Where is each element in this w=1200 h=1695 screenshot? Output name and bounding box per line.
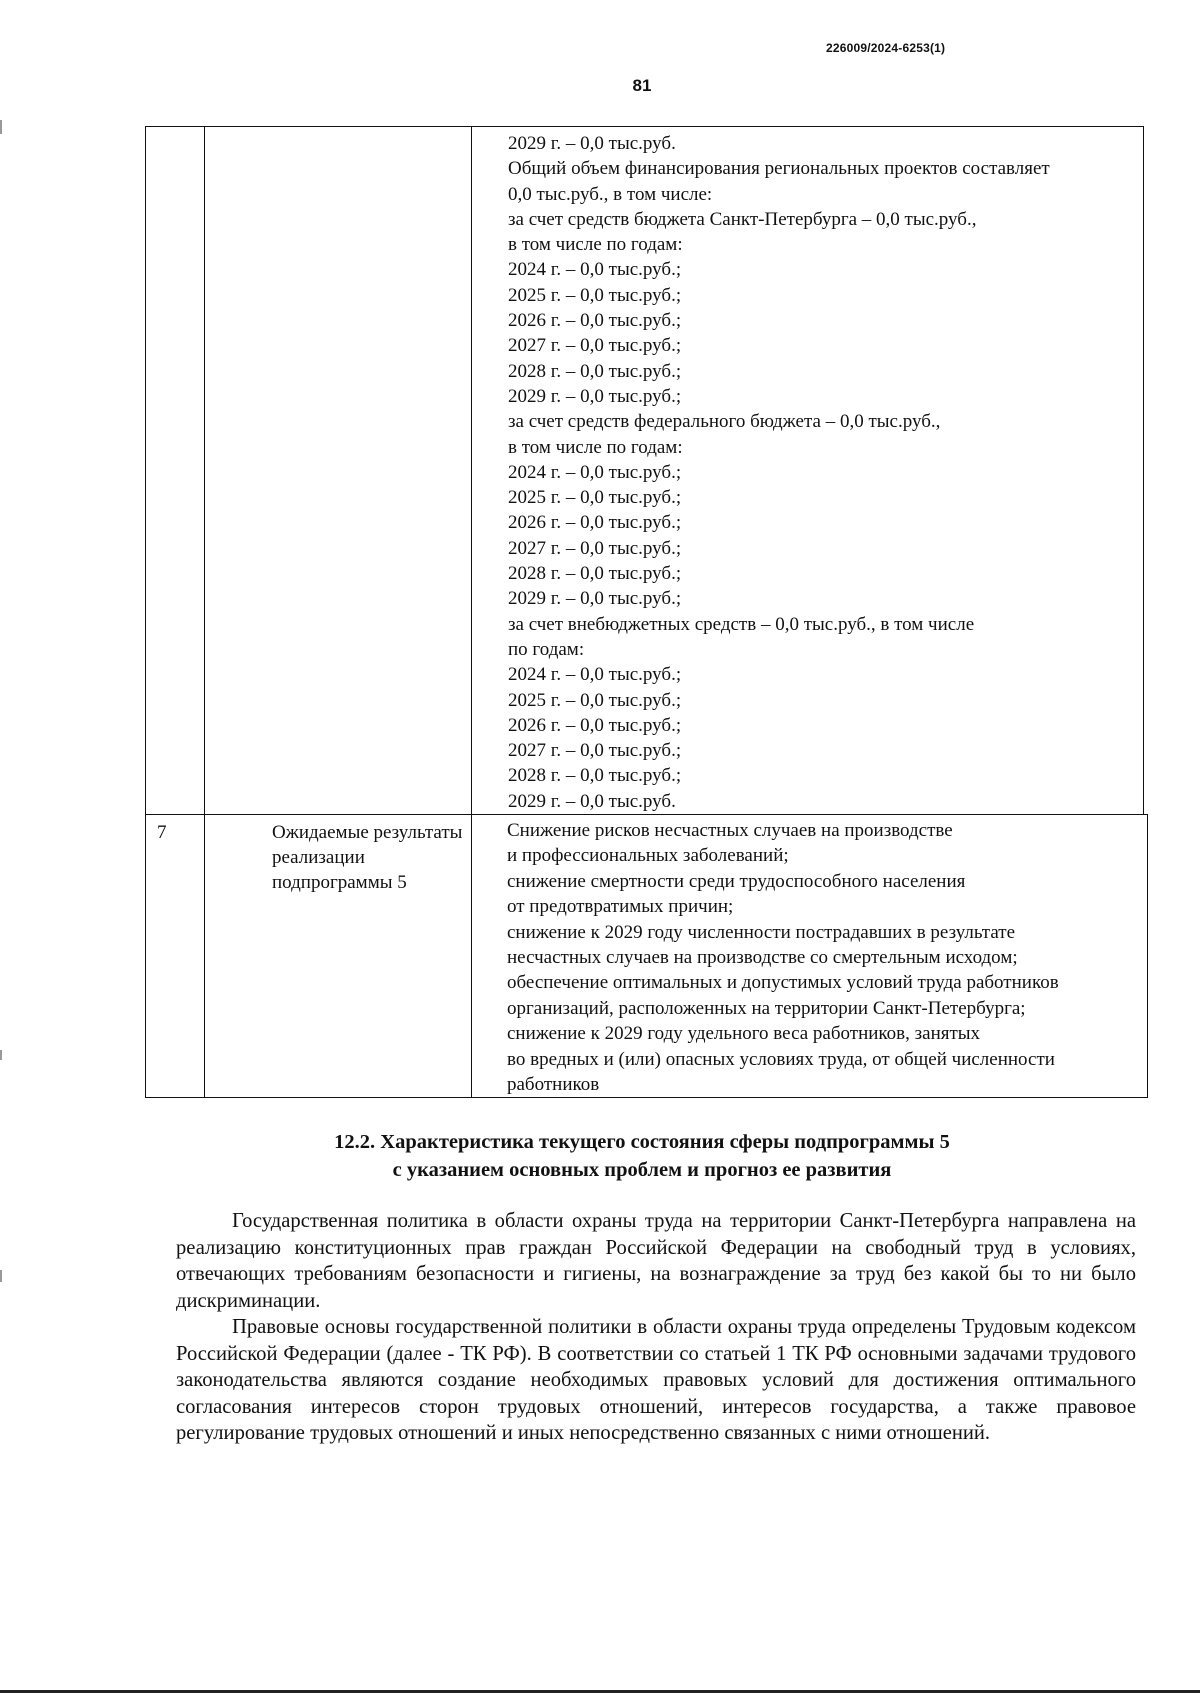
table-line: работников — [507, 1074, 600, 1096]
table-line: 2028 г. – 0,0 тыс.руб.; — [508, 765, 682, 787]
row-title-line: подпрограммы 5 — [272, 871, 407, 893]
table-line: 2027 г. – 0,0 тыс.руб.; — [508, 537, 682, 559]
table-line: в том числе по годам: — [508, 234, 683, 256]
section-body — [176, 1208, 1136, 1447]
row-title-cell — [205, 815, 472, 1098]
expected-results-row — [145, 814, 1148, 1098]
scan-bottom-edge — [0, 1690, 1200, 1693]
table-line: по годам: — [508, 638, 585, 660]
table-line: снижение смертности среди трудоспособного населения — [507, 870, 966, 892]
table-line: 2029 г. – 0,0 тыс.руб. — [508, 790, 676, 812]
table-line: снижение к 2029 году удельного веса работников, занятых — [507, 1023, 981, 1045]
table-line: 2029 г. – 0,0 тыс.руб.; — [508, 385, 682, 407]
table-line: 2028 г. – 0,0 тыс.руб.; — [508, 360, 682, 382]
section-heading-line: с указанием основных проблем и прогноз ее развития — [392, 1159, 892, 1181]
table-cell-financing — [472, 127, 1144, 815]
table-line: за счет внебюджетных средств – 0,0 тыс.руб., в том числе — [508, 613, 975, 635]
table-line: 2026 г. – 0,0 тыс.руб.; — [508, 714, 682, 736]
row-title-line: Ожидаемые результаты — [272, 822, 463, 843]
document-number: 226009/2024-6253(1) — [826, 41, 946, 55]
section-heading-line: 12.2. Характеристика текущего состояния сферы подпрограммы 5 — [334, 1131, 950, 1153]
table-line: несчастных случаев на производстве со смертельным исходом; — [507, 947, 1018, 969]
table-line: в том числе по годам: — [508, 436, 683, 458]
table-line: за счет средств бюджета Санкт-Петербурга – 0,0 тыс.руб., — [508, 208, 977, 230]
table-line: 2026 г. – 0,0 тыс.руб.; — [508, 512, 682, 534]
table-line: 2025 г. – 0,0 тыс.руб.; — [508, 284, 682, 306]
table-line: 2029 г. – 0,0 тыс.руб.; — [508, 588, 682, 610]
section-heading — [0, 1128, 1200, 1184]
table-line: во вредных и (или) опасных условиях труда, от общей численности — [507, 1048, 1055, 1070]
row-title-line: реализации — [272, 846, 365, 868]
row-content-cell — [472, 815, 1148, 1098]
table-line: за счет средств федерального бюджета – 0,0 тыс.руб., — [508, 411, 941, 433]
table-line: 2025 г. – 0,0 тыс.руб.; — [508, 487, 682, 509]
table-line: 2028 г. – 0,0 тыс.руб.; — [508, 563, 682, 585]
table-line: и профессиональных заболеваний; — [507, 845, 789, 867]
scan-edge-mark — [0, 1270, 2, 1282]
table-line: 2024 г. – 0,0 тыс.руб.; — [508, 259, 682, 281]
scan-edge-mark — [0, 120, 2, 134]
paragraph: Правовые основы государственной политики в области охраны труда определены Трудовым кодексом Российской Федерации (далее - ТК РФ). В соответствии со статьей 1 ТК РФ основными задачами трудового законодательства являются создание необходимых правовых условий для достижения оптимального согласования интересов сторон трудовых отношений, интересов государства, а также правовое регулирование трудовых отношений и иных непосредственно связанных с ними отношений. — [176, 1316, 1136, 1444]
table-line: от предотвратимых причин; — [507, 896, 734, 918]
table-line: 2024 г. – 0,0 тыс.руб.; — [508, 461, 682, 483]
table-line: 0,0 тыс.руб., в том числе: — [508, 183, 713, 205]
row-number: 7 — [157, 822, 167, 843]
table-line: 2027 г. – 0,0 тыс.руб.; — [508, 740, 682, 762]
paragraph: Государственная политика в области охраны труда на территории Санкт-Петербурга направлена на реализацию конституционных прав граждан Российской Федерации на свободный труд в условиях, отвечающих требованиям безопасности и гигиены, на вознаграждение за труд без какой бы то ни было дискриминации. — [176, 1210, 1136, 1312]
table-line: Снижение рисков несчастных случаев на производстве — [507, 820, 953, 841]
scan-edge-mark — [0, 1050, 2, 1060]
table-line: Общий объем финансирования региональных проектов составляет — [508, 158, 1050, 180]
row-number-cell — [146, 815, 205, 1098]
table-line: 2024 г. – 0,0 тыс.руб.; — [508, 664, 682, 686]
table-line: 2025 г. – 0,0 тыс.руб.; — [508, 689, 682, 711]
table-cell-number — [146, 127, 205, 815]
table-line: 2026 г. – 0,0 тыс.руб.; — [508, 310, 682, 332]
page-number: 81 — [632, 76, 652, 95]
table-cell-title — [205, 127, 472, 815]
table-line: организаций, расположенных на территории Санкт-Петербурга; — [507, 997, 1026, 1019]
financing-table-continuation — [145, 126, 1144, 815]
table-line: снижение к 2029 году численности пострадавших в результате — [507, 921, 1016, 943]
table-line: 2029 г. – 0,0 тыс.руб. — [508, 133, 676, 154]
table-line: обеспечение оптимальных и допустимых условий труда работников — [507, 972, 1059, 994]
table-line: 2027 г. – 0,0 тыс.руб.; — [508, 335, 682, 357]
